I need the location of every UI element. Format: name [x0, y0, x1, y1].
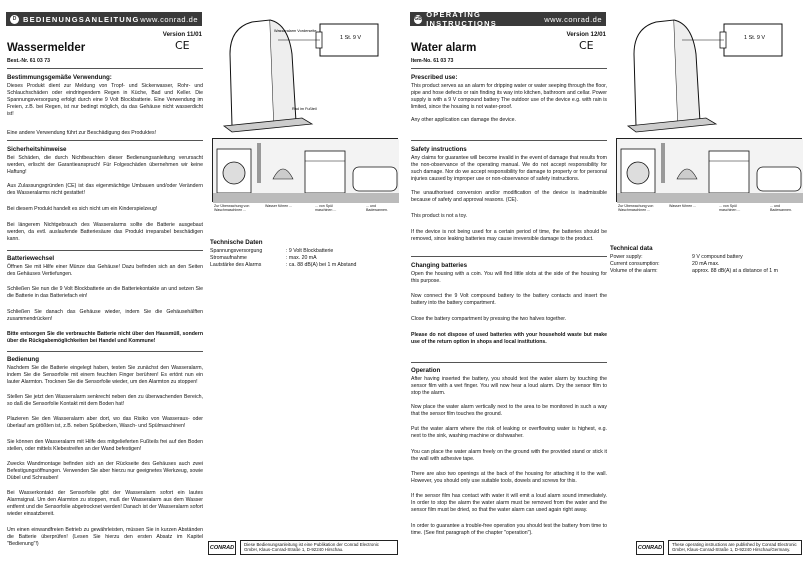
- heading-operation: Operation: [411, 367, 441, 374]
- tech-row-value: 20 mA max.: [692, 261, 720, 267]
- safety-paragraph-3: Bei diesem Produkt handelt es sich nicht um ein Kinderspielzeug!: [7, 206, 158, 212]
- divider: [411, 362, 607, 363]
- device-figure: [212, 14, 398, 134]
- operation-paragraph-7: Um einen einwandfreien Betrieb zu gewährleisten, müssen Sie in kurzen Abständen die Batterie überprüfen! (Lesen Sie hierzu den ersten Absatz im Kapitel "Bedienung"!): [7, 527, 203, 548]
- tech-row-label: Stromaufnahme: [210, 255, 247, 261]
- battery-paragraph-2: Schließen Sie nun die 9 Volt Blockbatterie an die Batteriekontakte an und setzen Sie die Batterie in das Batteriefach ein!: [7, 286, 203, 300]
- page-title: Wassermelder: [7, 42, 86, 54]
- battery-paragraph-3: Close the battery compartment by pressing the two halves together.: [411, 316, 567, 322]
- safety-paragraph-4: If the device is not being used for a certain period of time, the batteries should be removed, since leaking batteries may cause irreversible damage to the product.: [411, 229, 607, 243]
- divider: [411, 68, 607, 69]
- safety-paragraph-3: This product is not a toy.: [411, 213, 468, 219]
- fig-battery-label: 1 St. 9 V: [744, 35, 766, 41]
- heading-battery: Changing batteries: [411, 262, 468, 269]
- fig-foil-label: Rad im Fußteil: [292, 107, 317, 111]
- version-label: Version 12/01: [566, 31, 606, 38]
- safety-paragraph-1: Any claims for guarantee will become invalid in the event of damage that results from the non-observance of the operating manual. We do not accept responsibility for such damage. Nor do we accept responsibility for damage to property or for personal injuries caused by improper use or non-observance of safety instructions.: [411, 155, 607, 183]
- safety-paragraph-2: Aus Zulassungsgründen (CE) ist das eigenmächtige Umbauen und/oder Verändern des Wasseralarms nicht gestattet!: [7, 183, 203, 197]
- tech-row-label: Power supply:: [610, 254, 643, 260]
- use-paragraph-2: Eine andere Verwendung führt zur Beschädigung des Produktes!: [7, 130, 157, 136]
- tech-row-label: Spannungsversorgung: [210, 248, 263, 254]
- english-page: [404, 0, 808, 567]
- item-number: Best.-Nr. 61 03 73: [7, 58, 50, 64]
- header-url[interactable]: www.conrad.de: [544, 14, 602, 24]
- tech-row-value: : 9 Volt Blockbatterie: [286, 248, 334, 254]
- safety-paragraph-2: The unauthorised conversion and/or modification of the device is inadmissible because of safety and approval reasons. (CE).: [411, 190, 607, 204]
- fig-caption-3: ... von Spül maschinen ...: [315, 204, 337, 213]
- battery-paragraph-1: Öffnen Sie mit Hilfe einer Münze das Gehäuse! Dazu befinden sich an den Seiten des Gehäuses Vertiefungen.: [7, 264, 203, 278]
- heading-use: Bestimmungsgemäße Verwendung:: [7, 74, 112, 81]
- header-url[interactable]: www.conrad.de: [140, 14, 198, 24]
- operation-paragraph-3: Put the water alarm where the risk of leaking or overflowing water is highest, e.g. next to the sink, washing machine or dishwasher.: [411, 426, 607, 440]
- divider: [7, 351, 203, 352]
- use-paragraph-1: Dieses Produkt dient zur Meldung von Tropf- und Sickerwasser, Rohr- und Schlauchschäden oder eindringendem Regen in Küche, Bad und Keller. Die Spannungsversorgung erfolgt durch eine 9 Volt Blockbatterie. Eine Verwendung im Freien, z.B. bei Regen, ist nur bedingt möglich, da das Gehäuse nicht wasserdicht ist!: [7, 83, 203, 118]
- operation-paragraph-5: Zwecks Wandmontage befinden sich an der Rückseite des Gehäuses auch zwei Befestigungsöffnungen. Verwenden Sie aber hierzu nur geeignetes Werkzeug, sowie Dübel und Schrauben!: [7, 461, 203, 482]
- operation-paragraph-6: Bei Wasserkontakt der Sensorfolie gibt der Wasseralarm sofort ein lautes Alarmsignal. Um den Alarmton zu stoppen, muß der Wasseralarm aus dem Wasser entfernt und die Sensorfolie abgetrocknet werden! Danach ist der Wasseralarm sofort wieder einsatzbereit.: [7, 490, 203, 518]
- operation-paragraph-4: You can place the water alarm freely on the ground with the provided stand or stick it the wall with adhesive tape.: [411, 449, 607, 463]
- tech-row-value: : ca. 88 dB(A) bei 1 m Abstand: [286, 262, 357, 268]
- divider: [411, 256, 607, 257]
- operation-paragraph-4: Sie können den Wasseralarm mit Hilfe des mitgelieferten Fußteils frei auf den Boden stellen, oder mittels Klebestreifen an der Wand befestigen!: [7, 439, 203, 453]
- page-title: Water alarm: [411, 42, 477, 54]
- usage-scenes-illustration: [617, 139, 803, 203]
- battery-paragraph-2: Now connect the 9 Volt compound battery to the battery contacts and insert the battery into the battery compartment.: [411, 293, 607, 307]
- conrad-logo: CONRAD: [636, 541, 664, 555]
- divider: [7, 68, 203, 69]
- heading-operation: Bedienung: [7, 356, 39, 363]
- ce-mark-icon: CE: [579, 39, 594, 52]
- ce-mark-icon: CE: [175, 39, 190, 52]
- tech-row-label: Volume of the alarm:: [610, 268, 658, 274]
- item-number: Item-No. 61 03 73: [411, 58, 454, 64]
- fig-front-label: Wasseralarm Vorderseite: [274, 29, 317, 33]
- fig-caption-3: ... von Spül maschinen ...: [719, 204, 741, 213]
- battery-paragraph-1: Open the housing with a coin. You will find little slots at the side of the housing for this purpose.: [411, 271, 607, 285]
- footer-publisher: These operating instructions are published by Conrad Electronic GmbH, Klaus-Conrad-Straße 1, D-92240 Hirschau/Germany.: [668, 540, 802, 555]
- tech-data-title: Technical data: [610, 245, 653, 252]
- usage-scenes-illustration: [213, 139, 399, 203]
- use-paragraph-1: This product serves as an alarm for dripping water or water seeping through the floor, pipe and hose defects or rain finding its way into kitchen, bathroom and cellar. Power supply is with a 9 V compound battery The outdoor use of the device e.g. with rain is limited, since the housing is not water-proof.: [411, 83, 607, 111]
- fig-caption-1: Zur Überwachung von Waschmaschinen ...: [214, 204, 250, 213]
- operation-paragraph-5: There are also two openings at the back of the housing for attaching it to the wall. However, you should only use suitable tools, dowels and screws for this.: [411, 471, 607, 485]
- header-bar: [6, 12, 202, 26]
- fig-caption-4: ... und Badewannen.: [770, 204, 792, 213]
- operation-paragraph-1: After having inserted the battery, you should test the water alarm by touching the sensor film with a wet finger. You will now hear a loud alarm. Dry the sensor film to stop the alarm.: [411, 376, 607, 397]
- tech-row-value: : max. 20 mA: [286, 255, 317, 261]
- tech-data-title: Technische Daten: [210, 239, 263, 246]
- usage-scenes-figure: [616, 138, 802, 202]
- fig-caption-4: ... und Badewannen.: [366, 204, 388, 213]
- safety-paragraph-1: Bei Schäden, die durch Nichtbeachten dieser Bedienungsanleitung verursacht werden, erlischt der Garantieanspruch! Für Folgeschäden übernehmen wir keine Haftung!: [7, 155, 203, 176]
- heading-safety: Sicherheitshinweise: [7, 146, 67, 153]
- divider: [7, 140, 203, 141]
- usage-scenes-figure: [212, 138, 398, 202]
- version-label: Version 11/01: [162, 31, 202, 38]
- tech-row-label: Lautstärke des Alarms: [210, 262, 262, 268]
- heading-safety: Safety instructions: [411, 146, 467, 153]
- operation-paragraph-1: Nachdem Sie die Batterie eingelegt haben, testen Sie zunächst den Wasseralarm, indem Sie die Sensorfolie mit einem feuchten Finger berühren! Es ertönt nun ein lauter Alarmton. Trocknen Sie die Sensorfolie wieder, um den Alarmton zu stoppen!: [7, 365, 203, 386]
- heading-use: Prescribed use:: [411, 74, 458, 81]
- flag-icon: D: [10, 15, 19, 24]
- operation-paragraph-2: Now place the water alarm vertically next to the area to be monitored in such a way that the sensor film touches the ground.: [411, 404, 607, 418]
- battery-paragraph-4: Please do not dispose of used batteries with your household waste but make use of the return option in shops and local institutions.: [411, 332, 607, 346]
- header-bar: [410, 12, 606, 26]
- operation-paragraph-3: Plazieren Sie den Wasseralarm aber dort, wo das Risiko von Wasseraus- oder überlauf am größten ist, z.B. neben Spülbecken, Wasch- und Spülmaschinen!: [7, 416, 203, 430]
- fig-battery-label: 1 St. 9 V: [340, 35, 362, 41]
- operation-paragraph-7: In order to guarantee a trouble-free operation you should test the battery from time to time. (See first paragraph of the chapter "operation").: [411, 523, 607, 537]
- heading-battery: Batteriewechsel: [7, 255, 55, 262]
- use-paragraph-2: Any other application can damage the device.: [411, 117, 516, 123]
- operation-paragraph-6: If the sensor film has contact with water it will emit a loud alarm sound immediately. In order to stop the alarm the water alarm must be removed from the water and the sensor film must be dried, so that the water alarm can used again right away.: [411, 493, 607, 514]
- header-title: OPERATING INSTRUCTIONS: [426, 10, 497, 28]
- operation-paragraph-2: Stellen Sie jetzt den Wasseralarm senkrecht neben den zu überwachenden Bereich, so daß die Sensorfolie Kontakt mit dem Boden hat!: [7, 394, 203, 408]
- safety-paragraph-4: Bei längerem Nichtgebrauch des Wasseralarms sollte die Batterie ausgebaut werden, da evtl. auslaufende Batteriesäure das Produkt irreparabel beschädigen kann.: [7, 222, 203, 243]
- conrad-logo: CONRAD: [208, 541, 236, 555]
- tech-row-label: Current consumption:: [610, 261, 660, 267]
- battery-paragraph-4: Bitte entsorgen Sie die verbrauchte Batterie nicht über den Hausmüll, sondern über die Rückgabemöglichkeiten bei Handel und Kommune!: [7, 331, 203, 345]
- tech-row-value: 9 V compound battery: [692, 254, 743, 260]
- device-figure: [616, 14, 802, 134]
- fig-caption-2: Wasser führen ...: [669, 204, 697, 208]
- fig-caption-2: Wasser führen ...: [265, 204, 293, 208]
- fig-caption-1: Zur Überwachung von Waschmaschinen ...: [618, 204, 654, 213]
- divider: [7, 250, 203, 251]
- divider: [411, 140, 607, 141]
- tech-row-value: approx. 88 dB(A) at a distance of 1 m: [692, 268, 778, 274]
- flag-icon: GB: [414, 15, 422, 22]
- footer-publisher: Diese Bedienungsanleitung ist eine Publikation der Conrad Electronic GmbH, Klaus-Conrad-Straße 1, D-92240 Hirschau.: [240, 540, 398, 555]
- header-title: BEDIENUNGSANLEITUNG: [23, 14, 140, 24]
- battery-paragraph-3: Schließen Sie danach das Gehäuse wieder, indem Sie die Gehäusehälften zusammendrücken!: [7, 309, 203, 323]
